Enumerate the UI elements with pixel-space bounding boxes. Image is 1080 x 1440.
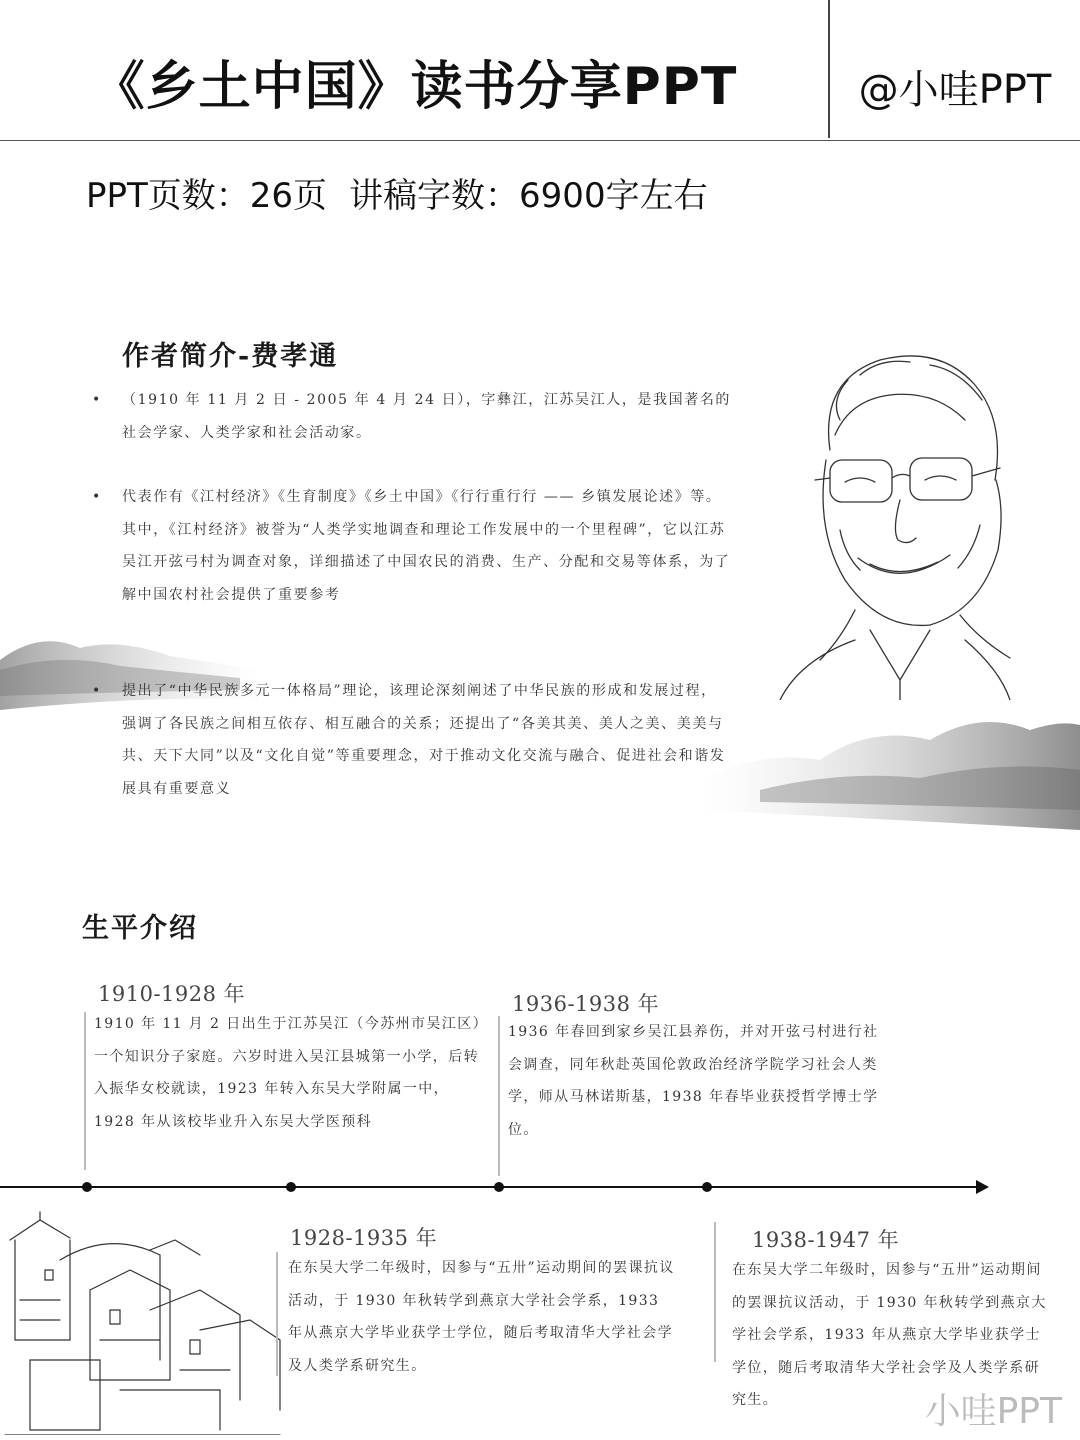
author-bullet-theory [92,675,732,805]
bullet-dot-icon: • [92,683,102,699]
author-bullet-works [92,481,732,611]
timeline-node [494,1182,504,1192]
timeline-node [82,1182,92,1192]
period-text: 1910 年 11 月 2 日出生于江苏吴江（今苏州市吴江区）一个知识分子家庭。六岁时进入吴江县城第一小学，后转入振华女校就读，1923 年转入东吴大学附属一中，1928 年从该校毕业升入东吴大学医预科 [94,1016,482,1130]
period-year: 1938-1947 年 [752,1228,900,1252]
timeline-node [286,1182,296,1192]
timeline-heading: 生平介绍 [82,913,198,944]
watermark: 小哇PPT [924,1391,1062,1432]
ink-mountain-right-image [700,690,1080,840]
timeline-axis [0,1186,980,1188]
period-year: 1936-1938 年 [512,992,660,1016]
period-divider [276,1252,278,1376]
bullet-text: 提出了“中华民族多元一体格局”理论，该理论深刻阐述了中华民族的形成和发展过程，强调了各民族之间相互依存、相互融合的关系；还提出了“各美其美、美人之美、美美与共、天下大同”以及“文化自觉”等重要理念，对于推动文化交流与融合、促进社会和谐发展具有重要意义 [122,683,726,797]
period-divider [714,1222,716,1362]
author-heading: 作者简介-费孝通 [122,341,339,372]
period-divider [498,1016,500,1176]
period-divider [84,1012,86,1170]
period-text: 在东吴大学二年级时，因参与“五卅”运动期间的罢课抗议活动，于 1930 年秋转学到燕京大学社会学系，1933 年从燕京大学毕业获学士学位，随后考取清华大学社会学及人类学系研究生。 [732,1262,1047,1408]
author-bullet-dates [92,384,732,449]
bullet-dot-icon: • [92,489,102,505]
meta-line [86,168,730,217]
bullet-text: 代表作有《江村经济》《生育制度》《乡土中国》《行行重行行 —— 乡镇发展论述》等。其中，《江村经济》被誉为“人类学实地调查和理论工作发展中的一个里程碑”，它以江苏吴江开弦弓村为调查对象，详细描述了中国农民的消费、生产、分配和交易等体系，为了解中国农村社会提供了重要参考 [122,489,731,603]
period-text: 1936 年春回到家乡吴江县养伤，并对开弦弓村进行社会调查，同年秋赴英国伦敦政治经济学院学习社会人类学，师从马林诺斯基，1938 年春毕业获授哲学博士学位。 [508,1024,879,1138]
word-count: 讲稿字数：6900字左右 [349,176,708,216]
page-count: PPT页数：26页 [86,176,328,216]
timeline-node [702,1182,712,1192]
period-year: 1910-1928 年 [98,982,246,1006]
portrait-sketch-image [760,340,1030,700]
architecture-sketch-image [0,1200,285,1435]
timeline-arrow-icon [976,1180,989,1194]
page-title: 《乡土中国》读书分享PPT [92,57,738,117]
period-text: 在东吴大学二年级时，因参与“五卅”运动期间的罢课抗议活动，于 1930 年秋转学到燕京大学社会学系，1933 年从燕京大学毕业获学士学位，随后考取清华大学社会学及人类学系研究生。 [288,1260,675,1374]
author-handle: @小哇PPT [858,67,1052,113]
bullet-dot-icon: • [92,392,102,408]
period-year: 1928-1935 年 [290,1226,438,1250]
bullet-text: （1910 年 11 月 2 日 - 2005 年 4 月 24 日），字彝江，江苏吴江人，是我国著名的社会学家、人类学家和社会活动家。 [122,392,732,441]
